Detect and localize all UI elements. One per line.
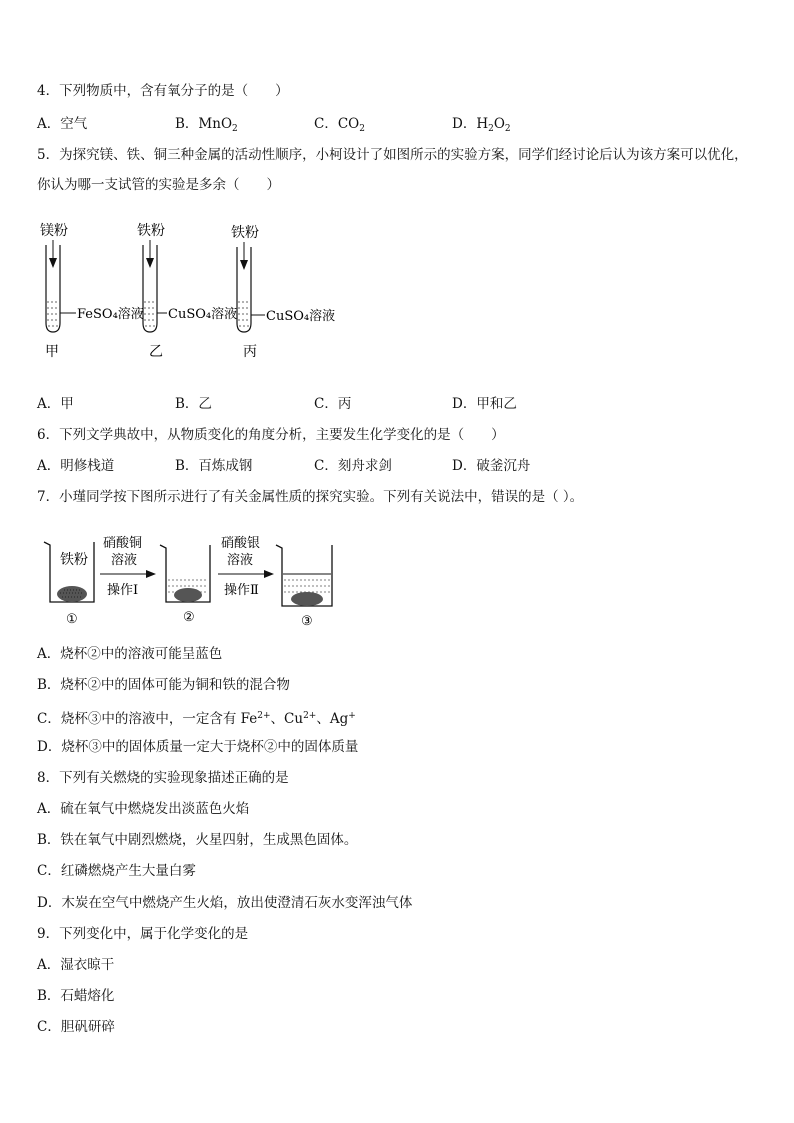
question-9-stem: 9．下列变化中，属于化学变化的是 [37,926,249,942]
q7-option-c-sup2: 2+ [303,711,317,721]
tube-jia-label: 甲 [45,344,59,360]
test-tube-figure [30,218,350,363]
q7-option-a: A．烧杯②中的溶液可能呈蓝色 [37,646,223,662]
arrow-2-head [264,570,274,578]
q4-option-d-sub1: 2 [488,124,494,134]
q7-option-c [37,707,356,728]
question-4-stem: 4．下列物质中，含有氧分子的是（ ） [37,83,289,99]
test-tube-jia [40,222,144,360]
tube-yi-arrow-head [146,258,154,268]
beaker-2-number: ② [183,610,195,625]
q7-option-c-sup1: 2+ [257,711,271,721]
question-7-stem: 7．小瑾同学按下图所示进行了有关金属性质的探究实验。下列有关说法中，错误的是（ ）。 [37,489,584,505]
beaker-1-iron-powder [57,586,87,602]
tube-jia-solution-label: FeSO₄溶液 [77,307,144,322]
question-6-stem: 6．下列文学典故中，从物质变化的角度分析，主要发生化学变化的是（ ） [37,427,505,443]
q5-option-d: D．甲和乙 [452,396,517,412]
tube-yi-solution [144,302,156,326]
beaker-2 [160,545,210,625]
tube-yi-powder: 铁粉 [137,223,165,239]
arrow-1-reagent-line1: 硝酸铜 [103,536,143,551]
q4-option-a: A．空气 [37,116,88,132]
arrow-1-operation: 操作Ⅰ [107,583,139,598]
q5-option-a: A．甲 [37,396,74,412]
tube-jia-arrow-head [49,258,57,268]
q9-option-b: B．石蜡熔化 [37,988,115,1004]
q8-option-b: B．铁在氧气中剧烈燃烧，火星四射，生成黑色固体。 [37,832,358,848]
beaker-3-solid [291,592,323,606]
q7-option-c-sup3: + [348,711,356,721]
q4-option-d-sub2: 2 [504,124,511,134]
q4-option-b-sub: 2 [232,124,238,134]
q4-option-d-mid: O [493,116,505,132]
tube-bing-powder: 铁粉 [231,225,259,241]
question-5-stem-line1: 5．为探究镁、铁、铜三种金属的活动性顺序，小柯设计了如图所示的实验方案，同学们经讨论后认为该方案可以优化， [37,147,748,163]
beaker-3-number: ③ [301,614,313,629]
q4-option-c-sub: 2 [359,124,365,134]
tube-bing-arrow-head [240,260,248,270]
arrow-2-operation: 操作Ⅱ [224,583,259,598]
arrow-2-reagent-line1: 硝酸银 [221,536,261,551]
q4-option-d-text: D．H [452,116,489,132]
beaker-1-label: 铁粉 [60,552,88,568]
q4-option-c [314,115,365,138]
arrow-operation-1 [100,535,156,598]
q5-option-c: C．丙 [314,396,352,412]
q7-option-c-mid1: 、Cu [270,711,304,727]
beaker-1 [44,542,94,627]
q5-option-b: B．乙 [175,396,212,412]
q8-option-d: D．木炭在空气中燃烧产生火焰，放出使澄清石灰水变浑浊气体 [37,895,413,911]
tube-bing-solution [238,302,250,326]
q8-option-c: C．红磷燃烧产生大量白雾 [37,863,196,879]
q7-option-b: B．烧杯②中的固体可能为铜和铁的混合物 [37,677,290,693]
q6-option-b: B．百炼成钢 [175,458,253,474]
q6-option-c: C．刻舟求剑 [314,458,392,474]
q7-option-c-text: C．烧杯③中的溶液中，一定含有 Fe [37,711,258,727]
q4-option-d [452,115,511,138]
tube-bing-label: 丙 [243,344,257,360]
beaker-2-solid [174,588,202,602]
question-5-stem-line2: 你认为哪一支试管的实验是多余（ ） [37,177,280,193]
q9-option-c: C．胆矾研碎 [37,1019,115,1035]
arrow-2-reagent-line2: 溶液 [227,553,254,568]
tube-jia-solution [47,302,59,326]
q4-option-b [175,115,238,138]
test-tube-bing [231,224,335,360]
q7-option-c-mid2: 、Ag [316,711,349,727]
beaker-3-solution [284,580,330,592]
arrow-1-head [146,570,156,578]
q8-option-a: A．硫在氧气中燃烧发出淡蓝色火焰 [37,801,250,817]
tube-jia-powder: 镁粉 [40,223,68,239]
arrow-operation-2 [218,535,274,598]
arrow-1-reagent-line2: 溶液 [111,553,138,568]
q4-option-b-text: B．MnO [175,116,233,132]
test-tube-yi [137,222,237,360]
tube-yi-label: 乙 [149,344,163,360]
q6-option-d: D．破釜沉舟 [452,458,531,474]
beaker-figure [38,530,368,630]
q9-option-a: A．湿衣晾干 [37,957,115,973]
beaker-1-number: ① [66,612,78,627]
tube-bing-solution-label: CuSO₄溶液 [266,309,336,324]
q4-option-c-text: C．CO [314,116,360,132]
q6-option-a: A．明修栈道 [37,458,115,474]
question-8-stem: 8．下列有关燃烧的实验现象描述正确的是 [37,770,289,786]
beaker-3 [276,545,332,629]
q7-option-d: D．烧杯③中的固体质量一定大于烧杯②中的固体质量 [37,739,359,755]
tube-yi-solution-label: CuSO₄溶液 [168,307,238,322]
